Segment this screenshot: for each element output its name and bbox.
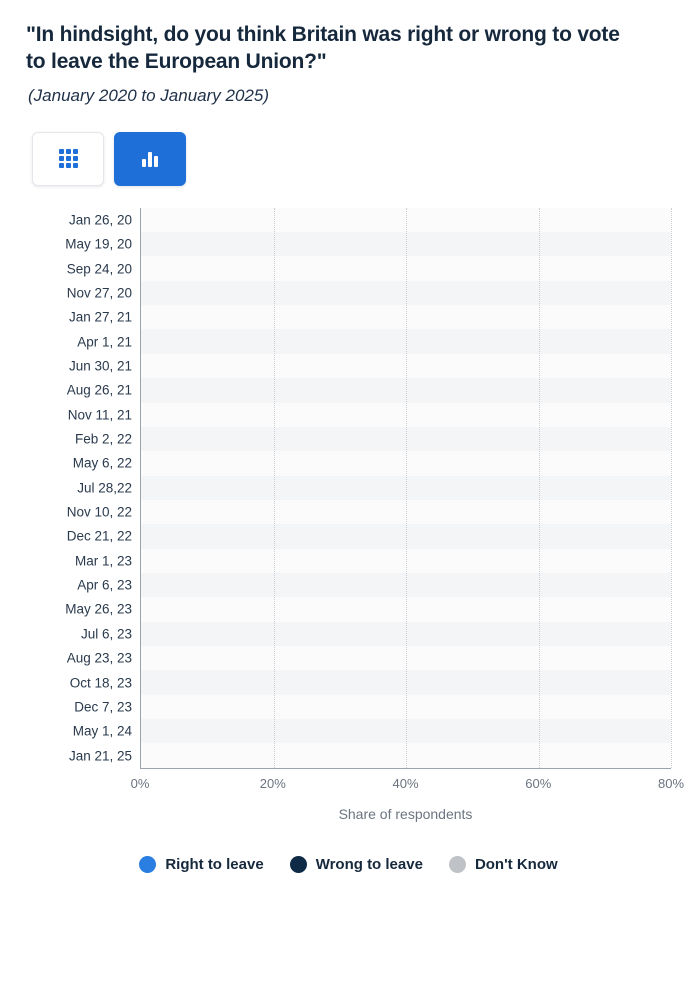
y-axis-tick-label: Apr 1, 21 <box>77 334 132 350</box>
legend-item[interactable] <box>290 856 423 873</box>
x-axis <box>130 768 685 794</box>
y-axis-tick-label: Nov 27, 20 <box>66 285 132 301</box>
bar-group[interactable] <box>141 378 671 402</box>
y-axis-tick-label: Nov 10, 22 <box>66 504 132 520</box>
gridline <box>671 208 672 768</box>
bar-group[interactable] <box>141 695 671 719</box>
legend-item[interactable] <box>449 856 558 873</box>
bar-group[interactable] <box>141 451 671 475</box>
view-toggle-group <box>32 132 671 186</box>
chart-view-button[interactable] <box>114 132 186 186</box>
y-axis-tick-label: May 26, 23 <box>65 601 132 617</box>
y-axis-tick-label: Mar 1, 23 <box>74 553 132 569</box>
y-axis-tick-label: Jan 27, 21 <box>68 309 132 325</box>
y-axis-tick-label: Aug 26, 21 <box>66 382 132 398</box>
bar-group[interactable] <box>141 232 671 256</box>
bar-group[interactable] <box>141 476 671 500</box>
y-axis-tick-label: Jan 21, 25 <box>68 748 132 764</box>
bar-group[interactable] <box>141 573 671 597</box>
y-axis-tick-label: Dec 7, 23 <box>74 699 132 715</box>
y-axis-tick-label: Jul 6, 23 <box>80 626 132 642</box>
bar-chart-icon <box>142 151 158 167</box>
page-subtitle: (January 2020 to January 2025) <box>28 85 269 105</box>
bar-group[interactable] <box>141 719 671 743</box>
bar-group[interactable] <box>141 403 671 427</box>
bar-group[interactable] <box>141 597 671 621</box>
bar-group[interactable] <box>141 427 671 451</box>
y-axis-labels <box>32 208 140 768</box>
chart-area <box>32 208 671 768</box>
y-axis-tick-label: Oct 18, 23 <box>69 675 132 691</box>
y-axis-tick-label: Jan 26, 20 <box>68 212 132 228</box>
x-axis-tick-label: 20% <box>259 775 286 791</box>
y-axis-tick-label: Feb 2, 22 <box>74 431 132 447</box>
y-axis-tick-label: Sep 24, 20 <box>66 261 132 277</box>
y-axis-tick-label: Nov 11, 21 <box>67 407 132 423</box>
legend-label: Right to leave <box>165 855 264 873</box>
bar-group[interactable] <box>141 281 671 305</box>
y-axis-tick-label: Jun 30, 21 <box>68 358 132 374</box>
legend-label: Wrong to leave <box>315 855 423 873</box>
legend-label: Don't Know <box>474 855 558 873</box>
bar-group[interactable] <box>141 305 671 329</box>
x-axis-tick-label: 0% <box>130 775 150 791</box>
y-axis-tick-label: May 19, 20 <box>65 236 132 252</box>
bar-group[interactable] <box>141 646 671 670</box>
y-axis-tick-label: May 1, 24 <box>72 723 132 739</box>
bar-group[interactable] <box>141 500 671 524</box>
bar-group[interactable] <box>141 670 671 694</box>
table-view-button[interactable] <box>32 132 104 186</box>
legend-color-swatch <box>449 856 466 873</box>
legend-color-swatch <box>290 856 307 873</box>
bar-group[interactable] <box>141 743 671 767</box>
y-axis-tick-label: Apr 6, 23 <box>77 577 132 593</box>
bar-group[interactable] <box>141 524 671 548</box>
bar-group[interactable] <box>141 208 671 232</box>
legend-item[interactable] <box>139 856 263 873</box>
y-axis-tick-label: Jul 28,22 <box>77 480 132 496</box>
plot-region <box>140 208 671 768</box>
x-axis-tick-label: 80% <box>657 775 685 791</box>
y-axis-tick-label: Dec 21, 22 <box>66 528 132 544</box>
y-axis-tick-label: May 6, 22 <box>72 455 132 471</box>
bar-group[interactable] <box>141 256 671 280</box>
page-title: "In hindsight, do you think Britain was right or wrong to vote to leave the European Union?" <box>26 23 620 73</box>
y-axis-tick-label: Aug 23, 23 <box>66 650 132 666</box>
chart-legend <box>26 856 671 873</box>
bar-group[interactable] <box>141 549 671 573</box>
x-axis-tick-label: 60% <box>525 775 552 791</box>
legend-color-swatch <box>139 856 156 873</box>
bar-group[interactable] <box>141 354 671 378</box>
bar-group[interactable] <box>141 329 671 353</box>
x-axis-tick-label: 40% <box>392 775 419 791</box>
grid-icon <box>59 149 78 168</box>
x-axis-title: Share of respondents <box>338 805 473 822</box>
bar-group[interactable] <box>141 622 671 646</box>
